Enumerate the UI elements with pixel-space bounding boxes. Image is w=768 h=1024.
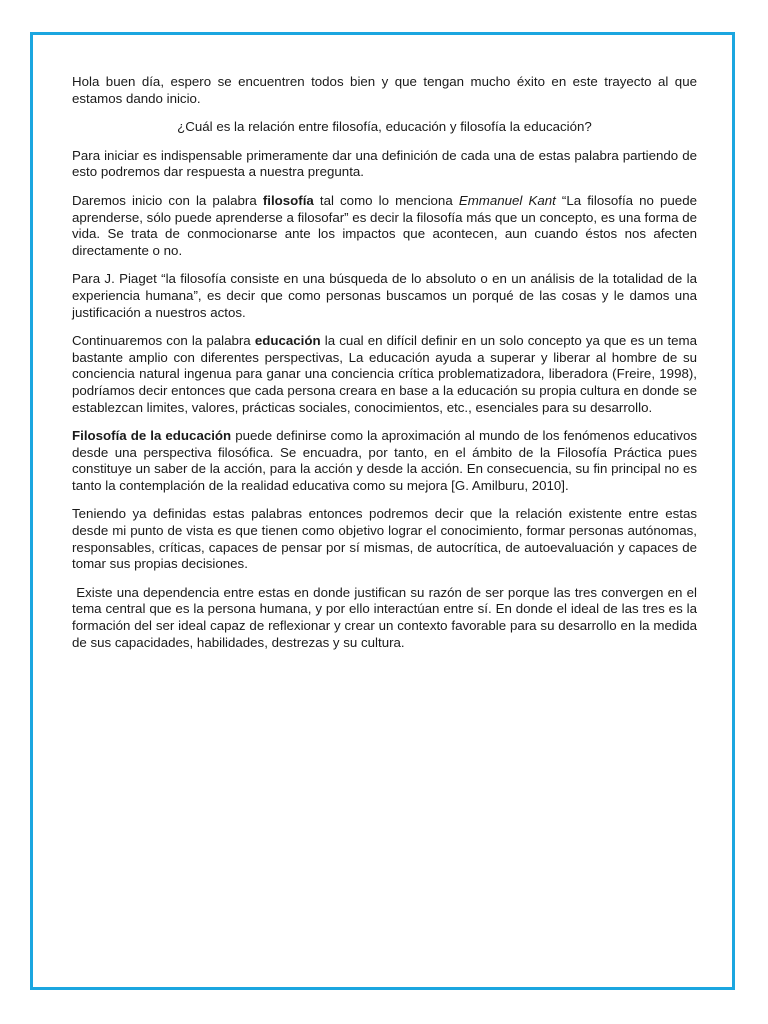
paragraph-greeting [72,74,697,107]
paragraph-text: la cual en difícil definir en un solo concepto ya que es un tema bastante amplio con diferentes perspectivas, La educación ayuda a superar y liberar al hombre de su conciencia natural ingenua para ganar una conciencia crítica problematizadora, liberadora (Freire, 1998), podríamos decir entonces que cada persona creara en base a la educación su propia cultura en donde se establezcan limites, valores, prácticas sociales, conocimientos, etc., esenciales para su desarrollo. [72,333,698,415]
bold-term: filosofía [262,192,314,208]
italic-author: Emmanuel Kant [458,192,556,208]
paragraph-text: Hola buen día, espero se encuentren todos bien y que tengan mucho éxito en este trayecto al que estamos dando inicio. [72,74,697,106]
document-body [72,74,701,663]
paragraph-text: Teniendo ya definidas estas palabras entonces podremos decir que la relación existente entre estas desde mi punto de vista es que tienen como objetivo lograr el conocimiento, formar personas autónomas, responsables, críticas, capaces de pensar por sí mismas, de autocrítica, de autoevaluación y capaces de tomar sus propias decisiones. [72,506,697,572]
paragraph-text: “La filosofía no puede aprenderse, sólo puede aprenderse a filosofar” es decir la filosofía más que un concepto, es una forma de vida. Se trata de conmocionarse ante los impactos que acontecen, aun cuando éstos nos afecten directamente o no. [72,192,697,258]
bold-term: educación [254,333,321,349]
paragraph-text: Para J. Piaget “la filosofía consiste en una búsqueda de lo absoluto o en un análisis de la totalidad de la experiencia humana”, es decir que como personas buscamos un porqué de las cosas y le damos una justificación a nuestros actos. [72,271,697,320]
paragraph-text: Daremos inicio con la palabra [72,192,263,208]
paragraph-text: Para iniciar es indispensable primeramente dar una definición de cada una de estas palabra partiendo de esto podremos dar respuesta a nuestra pregunta. [72,147,697,180]
paragraph-relacion [72,506,697,572]
paragraph-dependencia [72,584,701,651]
paragraph-filosofia [72,193,697,259]
paragraph-question [72,119,697,136]
paragraph-text: tal como lo menciona [313,192,459,208]
paragraph-intro [72,148,697,181]
paragraph-text: Continuaremos con la palabra [72,333,255,349]
paragraph-piaget [72,271,697,321]
bold-term: Filosofía de la educación [72,428,232,444]
paragraph-text: puede definirse como la aproximación al mundo de los fenómenos educativos desde una perspectiva filosófica. Se encuadra, por tanto, en el ámbito de la Filosofía Práctica pues constituye un saber de la acción, para la acción y desde la acción. En consecuencia, su fin principal no es tanto la contemplación de la realidad educativa como su mejora [G. Amilburu, 2010]. [72,428,697,493]
paragraph-text: ¿Cuál es la relación entre filosofía, educación y filosofía la educación? [177,119,592,135]
paragraph-filosofia-educacion [72,428,697,494]
paragraph-text: Existe una dependencia entre estas en donde justifican su razón de ser porque las tres convergen en el tema central que es la persona humana, y por ello interactúan entre sí. En donde el ideal de las tres es la formación del ser ideal capaz de reflexionar y crear un contexto favorable para su desarrollo en la medida de sus capacidades, habilidades, destrezas y su cultura. [72,584,701,650]
paragraph-educacion [72,333,697,416]
